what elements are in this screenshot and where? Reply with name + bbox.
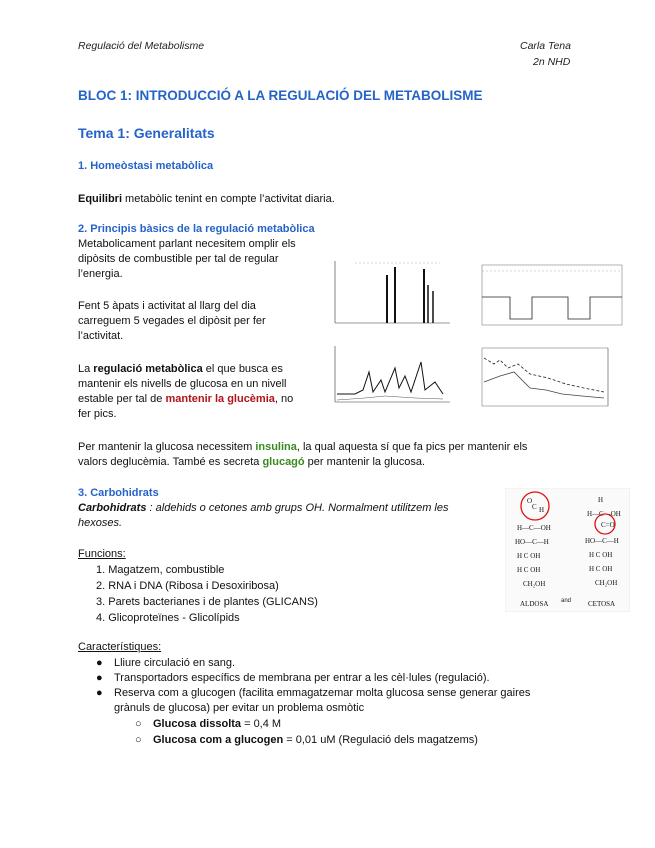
svg-text:HO—C—H: HO—C—H [515, 538, 549, 546]
svg-text:H C OH: H C OH [589, 565, 613, 573]
text-line [78, 501, 488, 516]
bullet-dot: ● [96, 687, 103, 699]
text-line: l’energia. [78, 268, 123, 280]
bloc-title: BLOC 1: INTRODUCCIÓ A LA REGULACIÓ DEL METABOLISME [78, 88, 483, 103]
list-item: grànuls de glucosa) per evitar un problema osmòtic [114, 702, 365, 714]
text-span: , no [274, 393, 294, 405]
section-1-text [78, 192, 335, 207]
list-item [135, 733, 478, 748]
text-span: : aldehids o cetones amb grups OH. Normalment utilitzem les [146, 502, 449, 514]
list-item: 3. Parets bacterianes i de plantes (GLICANS) [96, 596, 318, 608]
text-span: estable per tal de [78, 393, 166, 405]
svg-text:H—C—OH: H—C—OH [517, 524, 551, 532]
text-span: valors deglucèmia. També es secreta [78, 456, 263, 468]
tema-title: Tema 1: Generalitats [78, 125, 215, 141]
text-span: el que busca es [202, 363, 283, 375]
bullet-dot: ● [96, 672, 103, 684]
section-2-paragraph-3 [78, 362, 338, 422]
doc-header-name: Carla Tena [520, 40, 571, 52]
text-span: , la qual aquesta sí que fa pics per mantenir els [296, 441, 528, 453]
svg-text:H C OH: H C OH [589, 551, 613, 559]
equilibri-bold: Equilibri [78, 193, 122, 205]
doc-header-left: Regulació del Metabolisme [78, 40, 205, 52]
bullet-dot: ● [96, 657, 103, 669]
svg-text:O: O [527, 497, 533, 505]
list-item: 1. Magatzem, combustible [96, 564, 225, 576]
cetosa-label: CETOSA [588, 600, 616, 608]
text-span: Per mantenir la glucosa necessitem [78, 441, 256, 453]
and-label: and [561, 598, 572, 604]
svg-text:C: C [532, 503, 537, 511]
text-span: La [78, 363, 94, 375]
text-span: per mantenir la glucosa. [304, 456, 426, 468]
svg-text:H C OH: H C OH [517, 552, 541, 560]
section-2-paragraph-4 [78, 440, 578, 470]
graph-insulin-spikes [325, 257, 455, 329]
text-line: Fent 5 àpats i activitat al llarg del dia [78, 300, 256, 312]
text-line: Metabolicament parlant necesitem omplir els [78, 238, 296, 250]
funcions-label: Funcions: [78, 548, 126, 560]
bullet-text: Reserva com a glucogen (facilita emmagatzemar molta glucosa sense generar gaires [114, 687, 531, 699]
graph-glucose-decline [470, 342, 630, 420]
text-line: fer pics. [78, 408, 117, 420]
svg-text:H C OH: H C OH [517, 566, 541, 574]
insulina-highlight: insulina [255, 441, 297, 453]
regulacio-bold: regulació metabòlica [93, 363, 203, 375]
glucago-highlight: glucagó [262, 456, 305, 468]
section-3-title: 3. Carbohidrats [78, 487, 159, 499]
graph-hormone-levels [325, 342, 455, 414]
svg-text:CH₂OH: CH₂OH [523, 580, 546, 588]
glucosa-dissolta-bold: Glucosa dissolta [153, 718, 242, 730]
text-span: = 0,01 uM (Regulació dels magatzems) [283, 734, 478, 746]
list-item: 2. RNA i DNA (Ribosa i Desoxiribosa) [96, 580, 279, 592]
text-line: hexoses. [78, 517, 123, 529]
list-item: 4. Glicoproteïnes - Glicolípids [96, 612, 240, 624]
doc-header-group: 2n NHD [533, 56, 571, 68]
text-line [78, 440, 578, 455]
svg-text:H: H [598, 496, 604, 504]
svg-text:H—C—OH: H—C—OH [587, 510, 621, 518]
text-line [78, 455, 578, 470]
text-line: l’activitat. [78, 330, 124, 342]
section-2-paragraph-2 [78, 299, 338, 344]
list-item [96, 656, 235, 671]
caracteristiques-label: Característiques: [78, 641, 162, 653]
section-3-definition [78, 501, 488, 531]
svg-text:HO—C—H: HO—C—H [585, 537, 619, 545]
section-1-title: 1. Homeòstasi metabòlica [78, 160, 214, 172]
sub-bullet: ○ [135, 734, 142, 746]
svg-text:C=O: C=O [601, 521, 615, 529]
text-line [78, 392, 338, 407]
sub-bullet: ○ [135, 718, 142, 730]
carbohidrats-bold: Carbohidrats [78, 502, 147, 514]
text-line: mantenir els nivells de glucosa en un nivell [78, 378, 287, 390]
section-2-paragraph-1 [78, 237, 338, 282]
svg-text:H: H [539, 506, 545, 514]
aldosa-label: ALDOSA [520, 600, 549, 608]
equilibri-text: metabòlic tenint en compte l’activitat diaria. [122, 193, 335, 205]
bullet-text: Lliure circulació en sang. [114, 657, 236, 669]
glucosa-glucogen-bold: Glucosa com a glucogen [153, 734, 284, 746]
text-span: = 0,4 M [241, 718, 282, 730]
text-line: carreguem 5 vegades el dipòsit per fer [78, 315, 266, 327]
bullet-text: Transportadors específics de membrana per entrar a les cèl·lules (regulació). [114, 672, 490, 684]
svg-text:CH₂OH: CH₂OH [595, 579, 618, 587]
list-item [96, 671, 490, 686]
text-line [78, 362, 338, 377]
list-item [96, 686, 530, 701]
text-line: dipòsits de combustible per tal de regular [78, 253, 279, 265]
aldose-ketose-figure [505, 488, 630, 612]
list-item [135, 717, 281, 732]
glucemia-highlight: mantenir la glucèmia [165, 393, 275, 405]
section-2-title: 2. Principis bàsics de la regulació metabòlica [78, 223, 315, 235]
graph-glucose-square [470, 257, 630, 337]
